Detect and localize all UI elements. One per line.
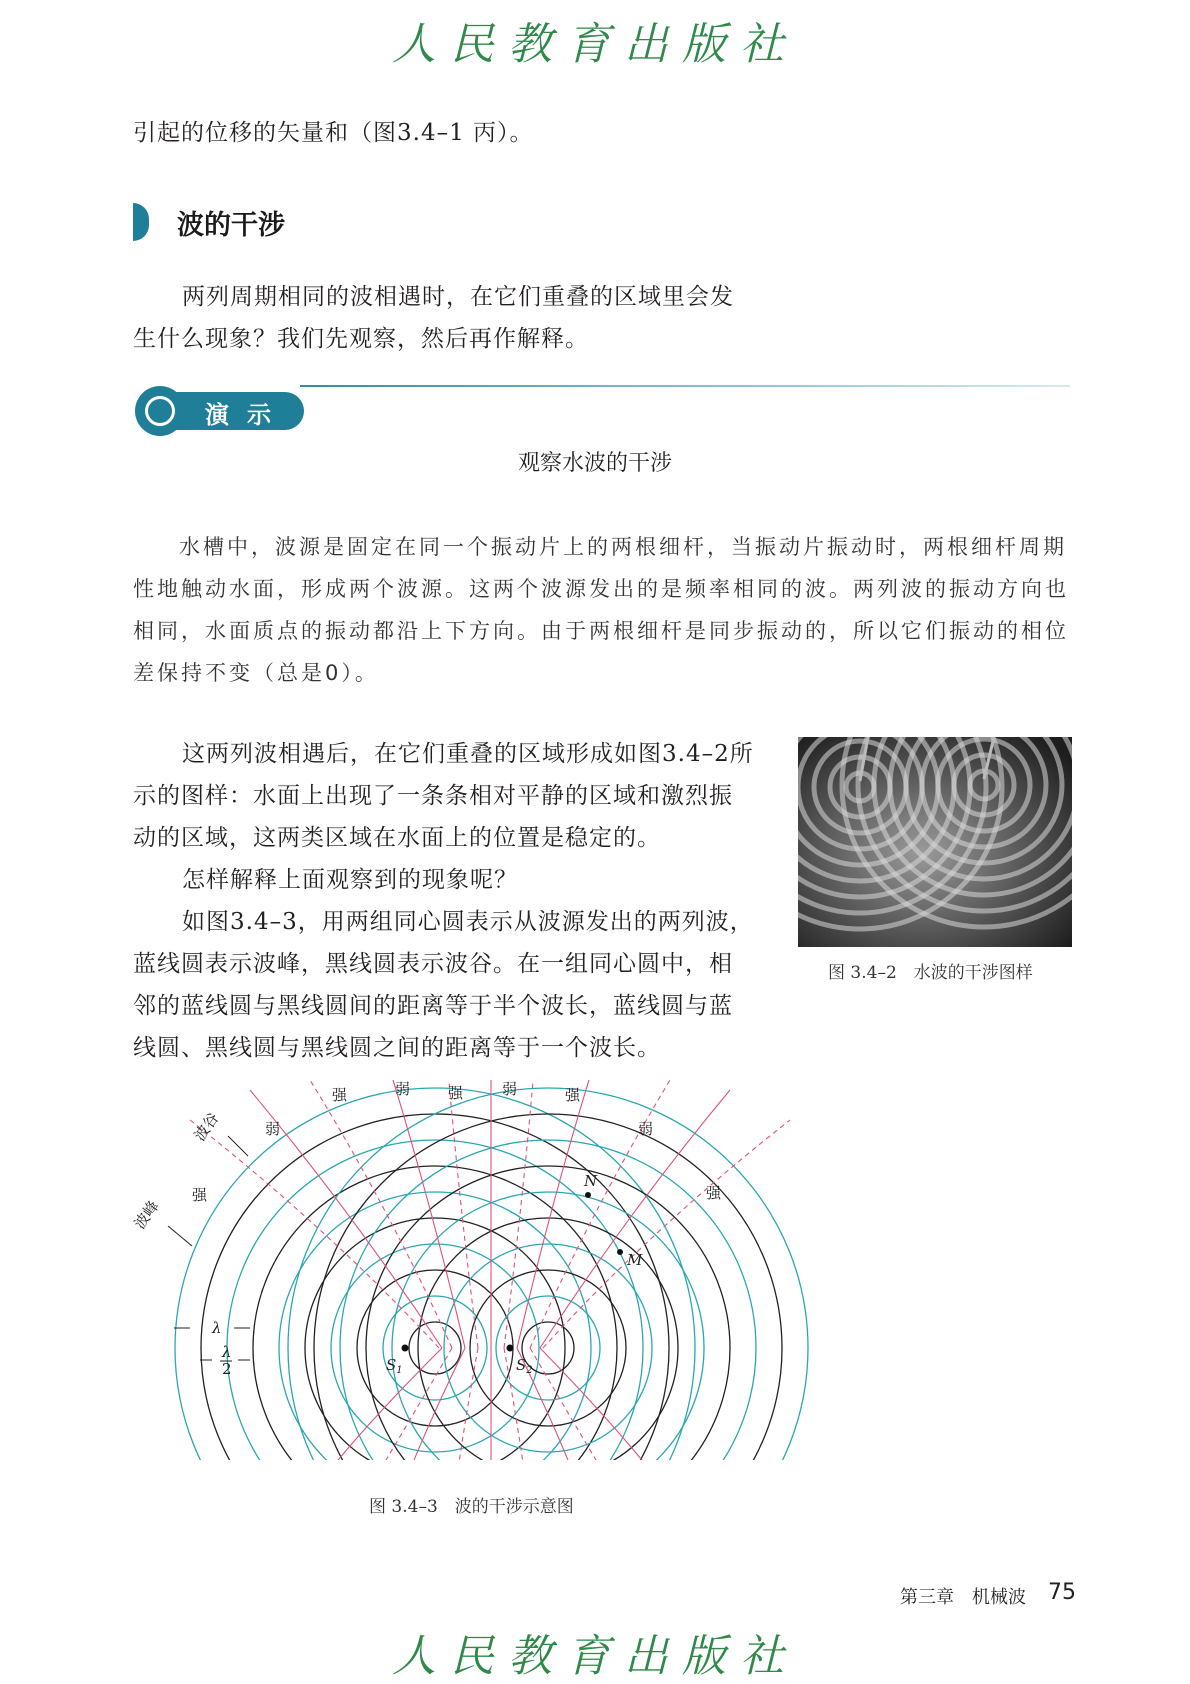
demo-line-2: 性地触动水面，形成两个波源。这两个波源发出的是频率相同的波。两列波的振动方向也 bbox=[133, 577, 1069, 601]
demo-line-3: 相同，水面质点的振动都沿上下方向。由于两根细杆是同步振动的，所以它们振动的相位 bbox=[133, 619, 1069, 643]
point-m-dot bbox=[617, 1249, 623, 1255]
label-weak-3: 弱 bbox=[265, 1120, 281, 1138]
demo-line-4: 差保持不变（总是0）。 bbox=[133, 661, 379, 685]
half-lambda-numerator: λ bbox=[222, 1343, 232, 1361]
section-title: 波的干涉 bbox=[177, 210, 285, 241]
demo-text bbox=[133, 526, 1073, 694]
section-paragraph-line-2: 生什么现象？我们先观察，然后再作解释。 bbox=[133, 326, 589, 352]
section-paragraph-line-1: 两列周期相同的波相遇时，在它们重叠的区域里会发 bbox=[182, 284, 734, 310]
demo-magnifier-lens bbox=[145, 396, 175, 426]
point-n-dot bbox=[585, 1192, 591, 1198]
crest-label: 波峰 bbox=[130, 1197, 163, 1233]
label-strong-3: 强 bbox=[565, 1086, 581, 1104]
label-weak-1: 弱 bbox=[395, 1080, 411, 1098]
publisher-logo-top: 人民教育出版社 bbox=[392, 19, 798, 70]
body-line-6: 蓝线圆表示波峰，黑线圆表示波谷。在一组同心圆中，相 bbox=[133, 951, 733, 977]
trough-label: 波谷 bbox=[190, 1109, 223, 1145]
figure-3-caption: 图 3.4–3 波的干涉示意图 bbox=[369, 1497, 574, 1517]
demo-title: 观察水波的干涉 bbox=[517, 451, 672, 476]
interference-diagram bbox=[130, 1080, 810, 1470]
source-1-label: $S_1$ bbox=[386, 1356, 403, 1376]
body-text bbox=[133, 733, 773, 1069]
intro-line: 引起的位移的矢量和（图3.4–1 丙）。 bbox=[133, 120, 534, 146]
figure-2-caption: 图 3.4–2 水波的干涉图样 bbox=[828, 963, 1033, 983]
label-strong-1: 强 bbox=[332, 1086, 348, 1104]
demo-label: 演示 bbox=[205, 401, 289, 429]
label-strong-2: 强 bbox=[448, 1084, 464, 1102]
label-weak-2: 弱 bbox=[502, 1080, 518, 1098]
point-m-label: M bbox=[627, 1251, 643, 1269]
source-2-dot bbox=[507, 1345, 514, 1352]
label-strong-5: 强 bbox=[706, 1184, 722, 1202]
section-marker bbox=[133, 203, 149, 241]
label-strong-4: 强 bbox=[192, 1186, 208, 1204]
body-line-4: 怎样解释上面观察到的现象呢？ bbox=[182, 867, 518, 893]
lambda-label: λ bbox=[212, 1319, 222, 1337]
source-1-dot bbox=[402, 1345, 409, 1352]
footer-chapter: 第三章 机械波 bbox=[900, 1587, 1026, 1608]
half-lambda-denominator: 2 bbox=[222, 1360, 232, 1378]
body-line-2: 示的图样：水面上出现了一条条相对平静的区域和激烈振 bbox=[133, 783, 733, 809]
source-2-label: $S_2$ bbox=[516, 1356, 533, 1376]
demo-line-1: 水槽中，波源是固定在同一个振动片上的两根细杆，当振动片振动时，两根细杆周期 bbox=[179, 535, 1067, 559]
water-interference-photo bbox=[798, 737, 1072, 947]
body-line-7: 邻的蓝线圆与黑线圆间的距离等于半个波长，蓝线圆与蓝 bbox=[133, 993, 733, 1019]
point-n-label: N bbox=[584, 1172, 598, 1190]
body-line-3: 动的区域，这两类区域在水面上的位置是稳定的。 bbox=[133, 825, 661, 851]
demo-divider bbox=[300, 385, 1070, 387]
label-weak-4: 弱 bbox=[638, 1120, 654, 1138]
publisher-logo-bottom: 人民教育出版社 bbox=[392, 1631, 798, 1682]
body-line-1: 这两列波相遇后，在它们重叠的区域形成如图3.4–2所 bbox=[182, 741, 754, 767]
page-number: 75 bbox=[1048, 1580, 1076, 1605]
crest-pointer bbox=[168, 1226, 192, 1246]
trough-pointer bbox=[228, 1136, 248, 1156]
body-line-8: 线圆、黑线圆与黑线圆之间的距离等于一个波长。 bbox=[133, 1035, 661, 1061]
body-line-5: 如图3.4–3，用两组同心圆表示从波源发出的两列波， bbox=[182, 909, 754, 935]
